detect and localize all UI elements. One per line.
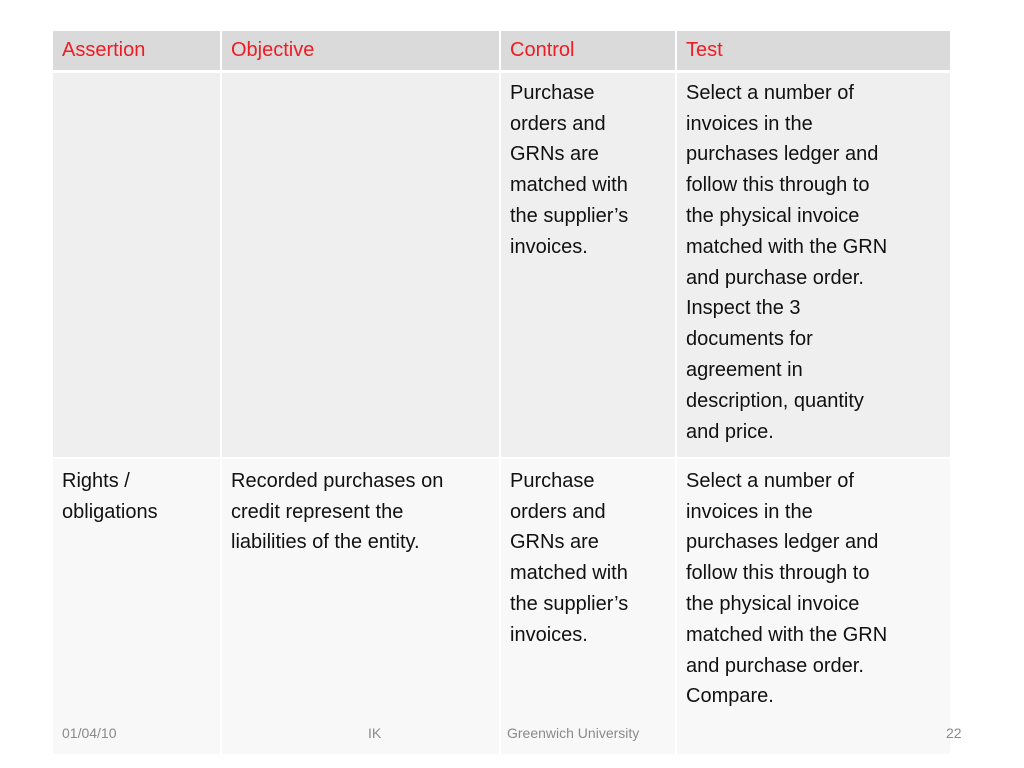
header-assertion: Assertion bbox=[53, 31, 222, 73]
cell-test: Select a number of invoices in the purchases ledger and follow this through to the physical invoice matched with the GRN and purchase order. Compare. bbox=[677, 459, 950, 754]
header-row bbox=[53, 31, 950, 73]
table-row bbox=[53, 459, 950, 754]
footer-organization: Greenwich University bbox=[507, 725, 640, 741]
footer-page-number: 22 bbox=[946, 725, 962, 741]
cell-control: Purchase orders and GRNs are matched with the supplier’s invoices. bbox=[501, 459, 677, 754]
header-test: Test bbox=[677, 31, 950, 73]
cell-assertion: Rights / obligations bbox=[53, 459, 222, 754]
cell-objective: Recorded purchases on credit represent the liabilities of the entity. bbox=[222, 459, 501, 754]
table-body bbox=[53, 73, 950, 754]
cell-control: Purchase orders and GRNs are matched with the supplier’s invoices. bbox=[501, 73, 677, 459]
audit-table bbox=[53, 31, 950, 754]
footer-author: IK bbox=[368, 725, 382, 741]
table-header bbox=[53, 31, 950, 73]
cell-assertion bbox=[53, 73, 222, 459]
footer-date: 01/04/10 bbox=[62, 725, 117, 741]
cell-objective bbox=[222, 73, 501, 459]
table-row bbox=[53, 73, 950, 459]
cell-test: Select a number of invoices in the purchases ledger and follow this through to the physical invoice matched with the GRN and purchase order. Inspect the 3 documents for agreement in description, quantity and price. bbox=[677, 73, 950, 459]
header-control: Control bbox=[501, 31, 677, 73]
header-objective: Objective bbox=[222, 31, 501, 73]
